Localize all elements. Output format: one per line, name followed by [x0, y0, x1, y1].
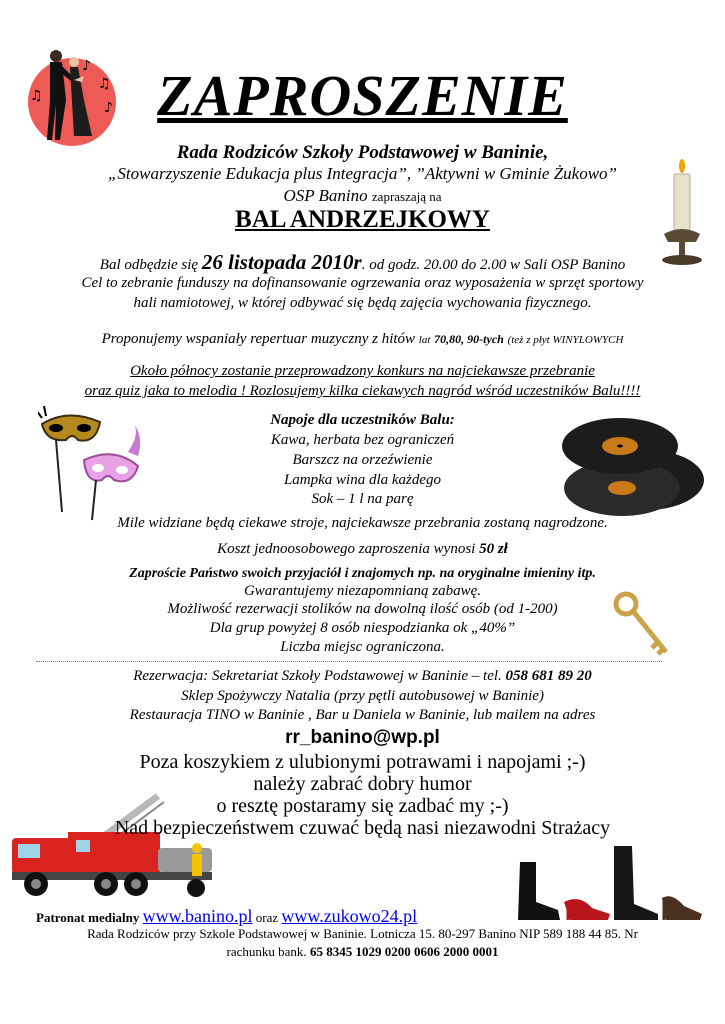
- music-prefix: Proponujemy wspaniały repertuar muzyczny z hitów: [101, 331, 416, 347]
- purpose-line-1: Cel to zebranie funduszy na dofinansowanie ogrzewania oraz wyposażenia w sprzęt sportowy: [81, 275, 644, 291]
- reservation-line-2: Sklep Spożywczy Natalia (przy pętli autobusowej w Baninie): [181, 688, 544, 704]
- invite-text: zapraszają na: [371, 189, 442, 204]
- footer-bank-line: [0, 944, 725, 960]
- music-suffix: (też z płyt WINYLOWYCH: [507, 334, 624, 346]
- purpose-line-2: hali namiotowej, w której odbywać się będą zajęcia wychowania fizycznego.: [133, 295, 592, 311]
- contest-line-1: Około północy zostanie przeprowadzony konkurs na najciekawsze przebranie: [130, 363, 595, 379]
- drinks-heading: Napoje dla uczestników Balu:: [270, 412, 455, 428]
- guarantee-line: Gwarantujemy niezapomnianą zabawę.: [243, 583, 482, 599]
- cost-line: [0, 541, 725, 558]
- patron-and: oraz: [255, 910, 279, 925]
- divider: [36, 661, 662, 662]
- svg-text:♫: ♫: [98, 76, 111, 92]
- bank-label: rachunku bank.: [226, 944, 307, 959]
- event-date: 26 listopada 2010r: [201, 250, 362, 274]
- groups-line: Dla grup powyżej 8 osób niespodzianka ok „40%”: [209, 620, 516, 636]
- date-suffix: . od godz. 20.00 do 2.00 w Sali OSP Banino: [361, 257, 626, 273]
- drink-item: Lampka wina dla każdego: [283, 472, 442, 488]
- closing-line: Poza koszykiem z ulubionymi potrawami i napojami ;-): [139, 751, 586, 773]
- phone-number: 058 681 89 20: [505, 668, 592, 684]
- music-lat: lat: [418, 334, 431, 346]
- organizer-line-3: [0, 186, 725, 206]
- organizer-osp: OSP Banino: [283, 186, 368, 205]
- patron-line: [36, 906, 417, 927]
- page-title: ZAPROSZENIE: [157, 63, 568, 128]
- link-banino[interactable]: www.banino.pl: [142, 906, 253, 926]
- drink-item: Kawa, herbata bez ograniczeń: [270, 432, 455, 448]
- costumes-line: Mile widziane będą ciekawe stroje, najciekawsze przebrania zostaną nagrodzone.: [117, 515, 608, 531]
- contest-line-2: oraz quiz jaka to melodia ! Rozlosujemy kilka ciekawych nagród wśród uczestników Balu!!!!: [84, 383, 641, 399]
- cost-prefix: Koszt jednoosobowego zaproszenia wynosi: [217, 541, 476, 557]
- tables-line: Możliwość rezerwacji stolików na dowolną ilość osób (od 1-200): [167, 601, 558, 617]
- drink-item: Sok – 1 l na parę: [311, 491, 414, 507]
- event-name: BAL ANDRZEJKOWY: [235, 206, 490, 233]
- organizer-line-2: „Stowarzyszenie Edukacja plus Integracja”, ”Aktywni w Gminie Żukowo”: [107, 164, 618, 183]
- music-years: 70,80, 90-tych: [434, 332, 504, 346]
- patron-label: Patronat medialny: [36, 910, 140, 925]
- email-address[interactable]: rr_banino@wp.pl: [285, 727, 440, 748]
- organizer-line-1: Rada Rodziców Szkoły Podstawowej w Baninie,: [176, 142, 549, 163]
- event-date-line: [0, 250, 725, 275]
- closing-line: należy zabrać dobry humor: [253, 773, 472, 795]
- reservation-line-3: Restauracja TINO w Baninie , Bar u Daniela w Baninie, lub mailem na adres: [129, 707, 596, 723]
- reservation-line-1: [0, 668, 725, 685]
- svg-text:♫: ♫: [30, 88, 43, 104]
- drink-item: Barszcz na orzeźwienie: [292, 452, 433, 468]
- closing-line: o resztę postaramy się zadbać my ;-): [216, 795, 509, 817]
- svg-text:♪: ♪: [104, 100, 113, 116]
- svg-text:♪: ♪: [82, 58, 91, 74]
- friends-line: Zaproście Państwo swoich przyjaciół i znajomych np. na oryginalne imieniny itp.: [129, 566, 596, 581]
- link-zukowo24[interactable]: www.zukowo24.pl: [281, 906, 418, 926]
- cost-value: 50 zł: [479, 541, 508, 557]
- limited-line: Liczba miejsc ograniczona.: [280, 639, 445, 655]
- footer-org-line: Rada Rodziców przy Szkole Podstawowej w Baninie. Lotnicza 15. 80-297 Banino NIP 589 188 44 85. Nr: [87, 926, 638, 941]
- bank-number: 65 8345 1029 0200 0606 2000 0001: [309, 944, 499, 959]
- reservation-prefix: Rezerwacja: Sekretariat Szkoły Podstawowej w Baninie – tel.: [133, 668, 502, 684]
- date-prefix: Bal odbędzie się: [99, 257, 199, 273]
- closing-line: Nad bezpieczeństwem czuwać będą nasi niezawodni Strażacy: [114, 817, 611, 839]
- music-line: [0, 331, 725, 348]
- shoes-image: [514, 842, 704, 924]
